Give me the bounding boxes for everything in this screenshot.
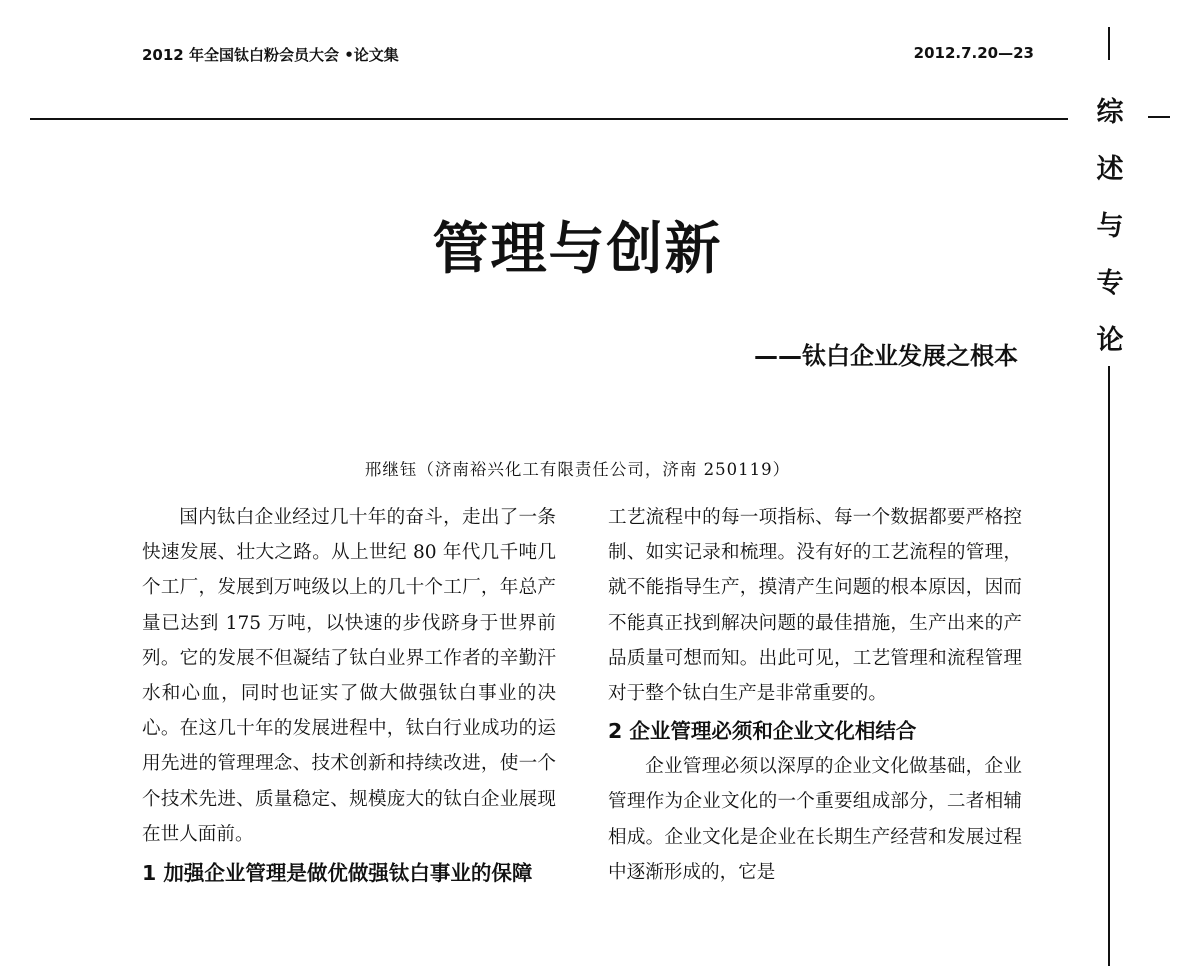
left-column	[142, 500, 556, 891]
section-heading-2: 2 企业管理必须和企业文化相结合	[608, 719, 917, 744]
article-subtitle: ——钛白企业发展之根本	[754, 342, 1018, 370]
side-char: 综	[1096, 97, 1124, 128]
section-heading-1: 1 加强企业管理是做优做强钛白事业的保障	[142, 861, 533, 886]
header-rule-right	[1148, 116, 1170, 118]
running-header-left: 2012 年全国钛白粉会员大会 •论文集	[142, 46, 399, 64]
side-char: 与	[1096, 211, 1124, 242]
header-rule	[30, 118, 1068, 120]
article-title: 管理与创新	[432, 217, 723, 282]
body-paragraph: 工艺流程中的每一项指标、每一个数据都要严格控制、如实记录和梳理。没有好的工艺流程的管理，就不能指导生产，摸清产生问题的根本原因，因而不能真正找到解决问题的最佳措施，生产出来的产品质量可想而知。出此可见，工艺管理和流程管理对于整个钛白生产是非常重要的。	[608, 507, 1022, 705]
side-char: 述	[1096, 154, 1124, 185]
side-rule-top	[1108, 27, 1110, 60]
author-affiliation: 邢继钰（济南裕兴化工有限责任公司，济南 250119）	[364, 460, 791, 479]
body-paragraph: 企业管理必须以深厚的企业文化做基础，企业管理作为企业文化的一个重要组成部分，二者相辅相成。企业文化是企业在长期生产经营和发展过程中逐渐形成的，它是	[608, 756, 1022, 883]
side-char: 专	[1096, 268, 1124, 299]
right-column	[608, 500, 1022, 890]
body-paragraph: 国内钛白企业经过几十年的奋斗，走出了一条快速发展、壮大之路。从上世纪 80 年代几千吨几个工厂，发展到万吨级以上的几十个工厂，年总产量已达到 175 万吨，以快速的步伐跻身于世界前列。它的发展不但凝结了钛白业界工作者的辛勤汗水和心血，同时也证实了做大做强钛白事业的决心。在这几十年的发展进程中，钛白行业成功的运用先进的管理理念、技术创新和持续改进，使一个个技术先进、质量稳定、规模庞大的钛白企业展现在世人面前。	[142, 507, 556, 845]
side-char: 论	[1096, 325, 1124, 356]
running-header-date: 2012.7.20—23	[913, 44, 1034, 62]
